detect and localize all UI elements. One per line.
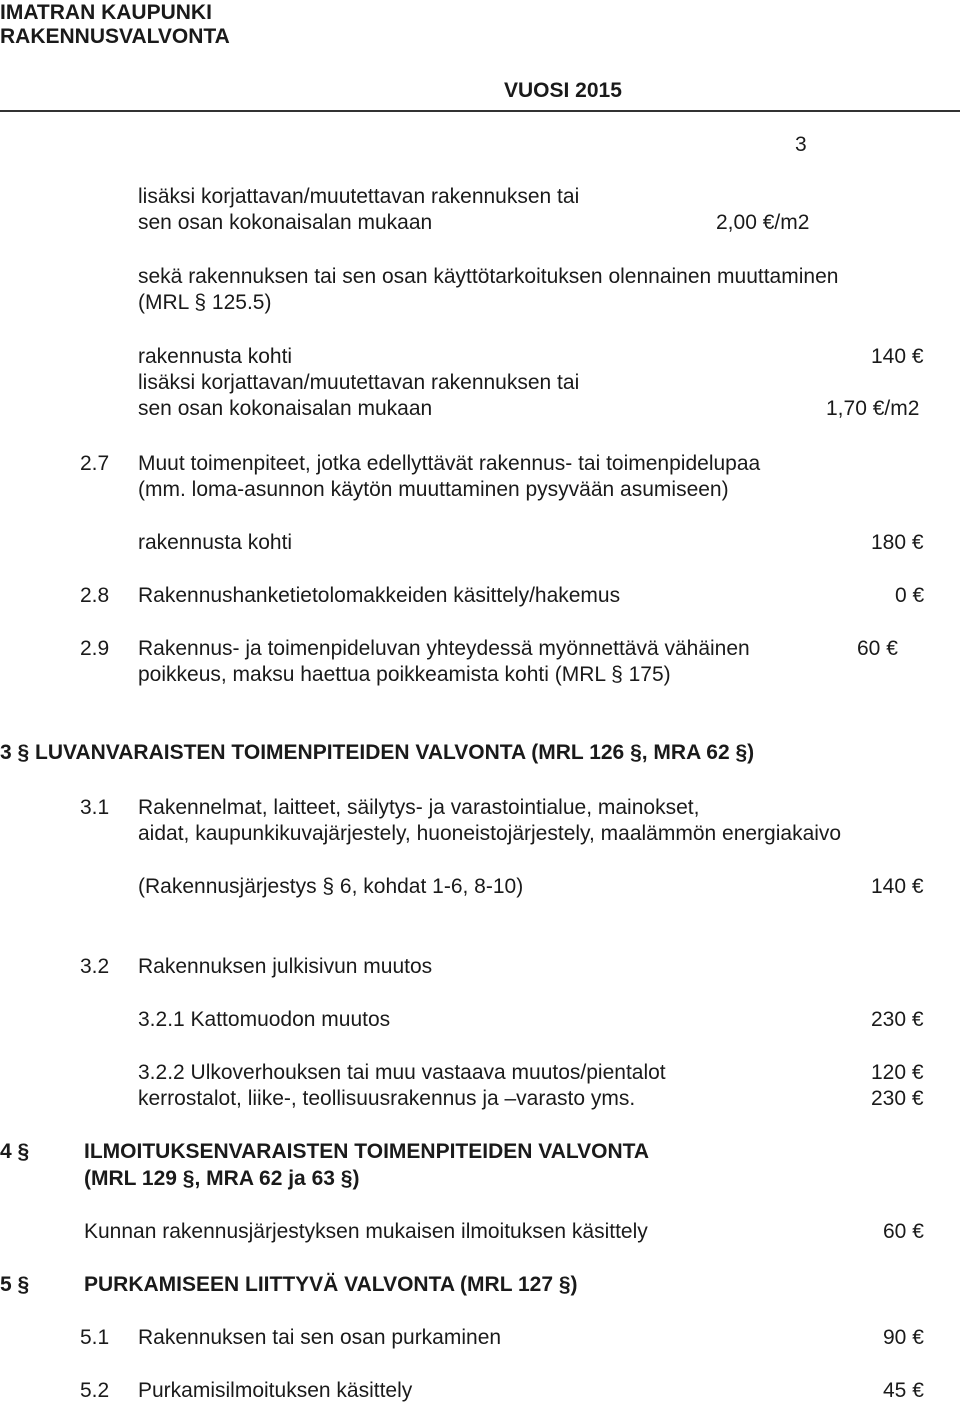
price: 140 € [871, 875, 924, 898]
item-text: Purkamisilmoituksen käsittely [138, 1379, 413, 1402]
section-heading: ILMOITUKSENVARAISTEN TOIMENPITEIDEN VALVONTA [84, 1140, 650, 1163]
price: 230 € [871, 1008, 924, 1031]
price: 230 € [871, 1087, 924, 1110]
org-name: IMATRAN KAUPUNKI [0, 1, 212, 24]
item-text: (Rakennusjärjestys § 6, kohdat 1-6, 8-10) [138, 875, 524, 898]
text-line: lisäksi korjattavan/muutettavan rakennuksen tai [138, 371, 580, 394]
item-number: 2.8 [80, 584, 110, 607]
price: 1,70 €/m2 [826, 397, 920, 420]
item-text: Rakennuksen julkisivun muutos [138, 955, 433, 978]
year-label: VUOSI 2015 [504, 79, 622, 102]
section-heading: PURKAMISEEN LIITTYVÄ VALVONTA (MRL 127 §) [84, 1273, 578, 1296]
text-line: rakennusta kohti [138, 345, 293, 368]
price: 120 € [871, 1061, 924, 1084]
item-text: poikkeus, maksu haettua poikkeamista kohti (MRL § 175) [138, 663, 671, 686]
price: 60 € [883, 1220, 924, 1243]
item-text: 3.2.1 Kattomuodon muutos [138, 1008, 391, 1031]
text-line: lisäksi korjattavan/muutettavan rakennuksen tai [138, 185, 580, 208]
item-number: 2.7 [80, 452, 110, 475]
item-number: 2.9 [80, 637, 110, 660]
item-text: Kunnan rakennusjärjestyksen mukaisen ilmoituksen käsittely [84, 1220, 648, 1243]
department-name: RAKENNUSVALVONTA [0, 25, 230, 48]
price: 0 € [895, 584, 925, 607]
text-line: sekä rakennuksen tai sen osan käyttötarkoituksen olennainen muuttaminen [138, 265, 839, 288]
item-text: rakennusta kohti [138, 531, 293, 554]
section-number: 5 § [0, 1273, 30, 1296]
item-text: Rakennuksen tai sen osan purkaminen [138, 1326, 502, 1349]
item-text: aidat, kaupunkikuvajärjestely, huoneistojärjestely, maalämmön energiakaivo [138, 822, 842, 845]
item-number: 5.1 [80, 1326, 110, 1349]
item-text: Rakennelmat, laitteet, säilytys- ja varastointialue, mainokset, [138, 796, 700, 819]
item-number: 5.2 [80, 1379, 110, 1402]
section-heading: (MRL 129 §, MRA 62 ja 63 §) [84, 1167, 360, 1190]
page-number: 3 [795, 133, 807, 156]
header-rule [0, 110, 960, 112]
item-text: (mm. loma-asunnon käytön muuttaminen pysyvään asumiseen) [138, 478, 729, 501]
section-heading: 3 § LUVANVARAISTEN TOIMENPITEIDEN VALVONTA (MRL 126 §, MRA 62 §) [0, 741, 755, 764]
text-line: sen osan kokonaisalan mukaan [138, 211, 433, 234]
section-number: 4 § [0, 1140, 30, 1163]
price: 45 € [883, 1379, 924, 1402]
item-text: Muut toimenpiteet, jotka edellyttävät rakennus- tai toimenpidelupaa [138, 452, 761, 475]
price: 140 € [871, 345, 924, 368]
item-number: 3.2 [80, 955, 110, 978]
price: 180 € [871, 531, 924, 554]
text-line: sen osan kokonaisalan mukaan [138, 397, 433, 420]
item-text: kerrostalot, liike-, teollisuusrakennus ja –varasto yms. [138, 1087, 636, 1110]
item-text: Rakennushanketietolomakkeiden käsittely/hakemus [138, 584, 621, 607]
text-line: (MRL § 125.5) [138, 291, 272, 314]
item-text: 3.2.2 Ulkoverhouksen tai muu vastaava muutos/pientalot [138, 1061, 666, 1084]
item-number: 3.1 [80, 796, 110, 819]
price: 60 € [857, 637, 898, 660]
price: 2,00 €/m2 [716, 211, 810, 234]
price: 90 € [883, 1326, 924, 1349]
item-text: Rakennus- ja toimenpideluvan yhteydessä myönnettävä vähäinen [138, 637, 750, 660]
